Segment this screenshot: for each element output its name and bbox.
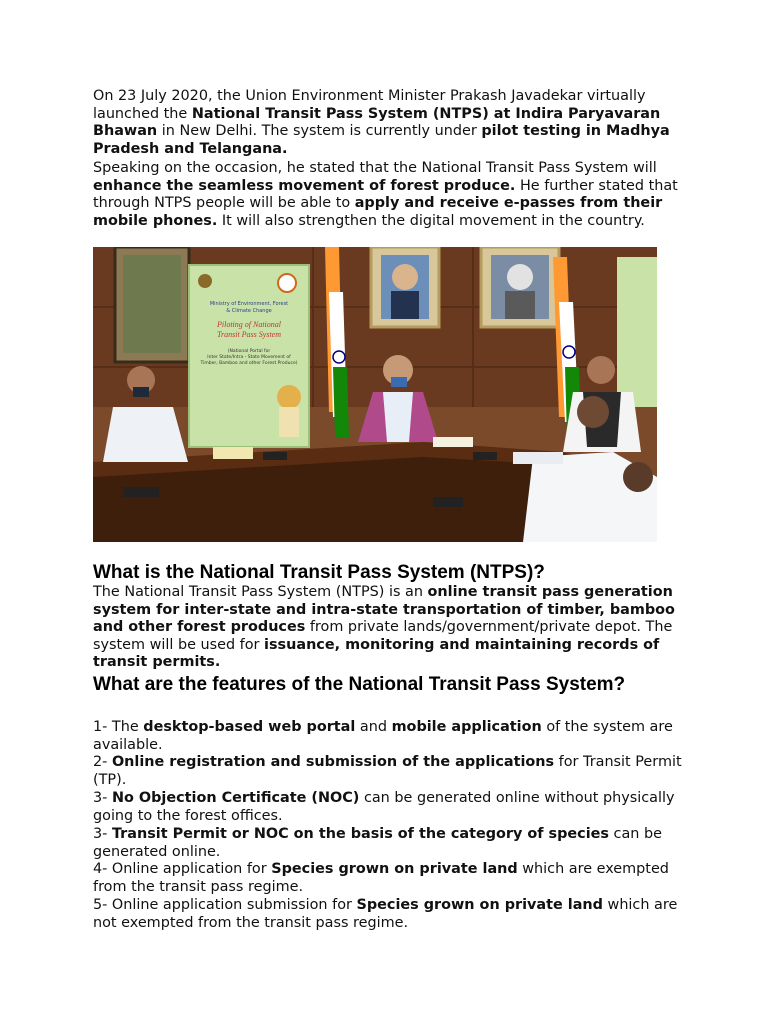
event-photo bbox=[93, 247, 657, 542]
banner-text-sub-1: (National Portal for bbox=[227, 349, 271, 354]
text-run: in New Delhi. The system is currently under bbox=[157, 123, 482, 140]
feature-item-1 bbox=[93, 719, 683, 754]
bold-text-run: pilot testing in Madhya Pradesh and Telangana. bbox=[93, 123, 670, 157]
bold-text-run: Species grown on private land bbox=[356, 897, 603, 913]
bold-text-run: Transit Permit or NOC on the basis of the category of species bbox=[111, 826, 609, 842]
bold-text-run: National Transit Pass System (NTPS) at Indira Paryavaran Bhawan bbox=[93, 105, 661, 140]
bold-text-run: enhance the seamless movement of forest produce. bbox=[93, 177, 516, 194]
intro-paragraph-1 bbox=[93, 88, 683, 158]
text-run: On 23 July 2020, the Union Environment Minister Prakash Javadekar virtually launched the bbox=[93, 88, 646, 122]
text-run: 4- Online application for bbox=[93, 861, 272, 877]
text-run: 2- bbox=[93, 754, 112, 770]
section-1-body bbox=[93, 584, 683, 672]
text-run: 5- Online application submission for bbox=[93, 897, 357, 913]
text-run: from private lands/government/private depot. The system will be used for bbox=[93, 619, 673, 653]
text-run: and bbox=[355, 719, 392, 735]
bold-text-run: desktop-based web portal bbox=[143, 719, 356, 735]
banner-text-sub-2: Inter State/Intra - State Movement of bbox=[207, 355, 291, 360]
bold-text-run: No Objection Certificate (NOC) bbox=[111, 790, 360, 806]
feature-item-6 bbox=[93, 897, 683, 932]
text-run: He further stated that through NTPS people will be able to bbox=[93, 177, 678, 212]
text-run: It will also strengthen the digital movement in the country. bbox=[217, 212, 645, 229]
text-run: can be generated online without physically going to the forest offices. bbox=[93, 790, 675, 824]
bold-text-run: apply and receive e-passes from their mobile phones. bbox=[93, 195, 663, 229]
feature-item-5 bbox=[93, 861, 683, 896]
text-run: of the system are available. bbox=[93, 719, 673, 753]
banner-text-ministry-2: & Climate Change bbox=[226, 308, 272, 314]
feature-item-2 bbox=[93, 754, 683, 789]
bold-text-run: issuance, monitoring and maintaining records of transit permits. bbox=[93, 636, 660, 671]
bold-text-run: mobile application bbox=[391, 719, 542, 735]
section-heading-what-is-ntps: What is the National Transit Pass System (NTPS)? bbox=[93, 562, 545, 583]
bold-text-run: Species grown on private land bbox=[271, 861, 518, 877]
bold-text-run: Online registration and submission of the applications bbox=[111, 754, 555, 770]
feature-item-3 bbox=[93, 790, 683, 825]
banner-text-title-1: Piloting of National bbox=[216, 320, 282, 329]
text-run: which are not exempted from the transit pass regime. bbox=[93, 897, 678, 931]
text-run: which are exempted from the transit pass regime. bbox=[93, 861, 669, 895]
intro-paragraph-2 bbox=[93, 160, 683, 230]
section-heading-features: What are the features of the National Transit Pass System? bbox=[93, 674, 626, 695]
banner-text-sub-3: Timber, Bamboo and other Forest Produce) bbox=[200, 361, 298, 366]
banner-text-title-2: Transit Pass System bbox=[216, 330, 282, 339]
feature-item-4 bbox=[93, 826, 683, 861]
text-run: The National Transit Pass System (NTPS) is an bbox=[93, 584, 428, 600]
text-run: 3- bbox=[93, 790, 112, 806]
text-run: 3- bbox=[93, 826, 112, 842]
text-run: for Transit Permit (TP). bbox=[93, 754, 682, 788]
banner-text-ministry-1: Ministry of Environment, Forest bbox=[209, 301, 289, 307]
text-run: can be generated online. bbox=[93, 826, 662, 860]
text-run: 1- The bbox=[93, 719, 144, 735]
bold-text-run: online transit pass generation system for inter-state and intra-state transportation of timber, bamboo and other forest produces bbox=[93, 584, 675, 636]
text-run: Speaking on the occasion, he stated that the National Transit Pass System will bbox=[93, 160, 657, 176]
